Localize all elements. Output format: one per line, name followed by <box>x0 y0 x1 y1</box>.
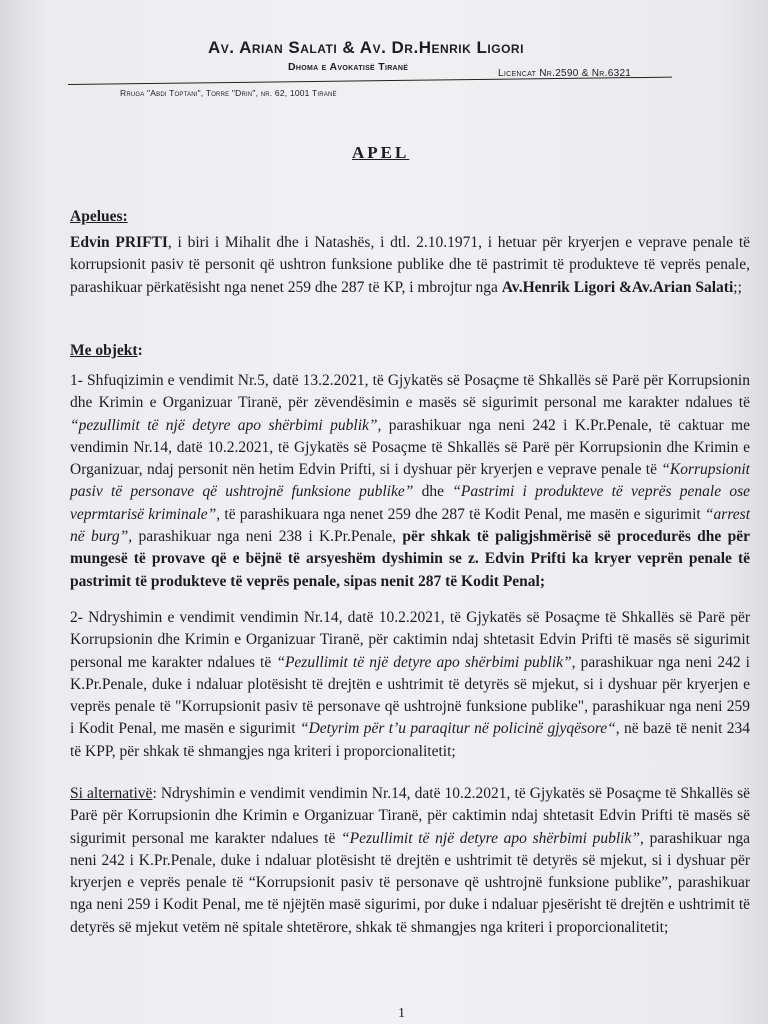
item2-quote: “Detyrim për t’u paraqitur në policinë gjyqësore“ <box>299 720 616 738</box>
object-heading-colon: : <box>137 342 143 359</box>
object-heading <box>70 342 143 360</box>
alternative-label: Si alternativë <box>70 785 153 802</box>
request-item-2 <box>70 607 750 763</box>
item2-text: , në bazë të nenit 234 të KPP, për shkak të shmangjes nga kriteri i proporcionalitetit; <box>70 720 750 760</box>
page-number: 1 <box>398 1006 405 1021</box>
item1-quote: “Pastrimi i produkteve të veprës penale ose veprmtarisë kriminale” <box>70 483 750 523</box>
item2-quote: “Pezullimit të një detyre apo shërbimi publik” <box>276 653 572 671</box>
item3-quote: “Pezullimit të një detyre apo shërbimi publik” <box>341 829 640 847</box>
item1-quote: “pezullimit të një detyre apo shërbimi publik” <box>70 416 378 434</box>
appellant-lawyers: Av.Henrik Ligori &Av.Arian Salati <box>501 278 734 296</box>
request-item-1 <box>70 370 750 593</box>
letterhead-address: Rruga "Abdi Toptani", Torre "Drin", nr. 62, 1001 Tiranë <box>120 88 337 98</box>
item1-bold-reason: për shkak të paligjshmërisë së procedurës dhe për mungesë të provave që e bëjnë të arsyeshëm dyshimin se z. Edvin Prifti ka kryer veprën penale të pastrimit të produkteve të veprës penale, sipas nenit 287 të Kodit Penal; <box>70 528 750 590</box>
letterhead-lawyer-names: Av. Arian Salati & Av. Dr.Henrik Ligori <box>208 38 524 57</box>
request-item-alternative <box>70 783 750 939</box>
item1-text: 1- Shfuqizimin e vendimit Nr.5, datë 13.2.2021, të Gjykatës së Posaçme të Shkallës së Parë për Korrupsionin dhe Krimin e Organizuar Tiranë, për zëvendësimin e masës së sigurimit personal me karakter ndalues të <box>70 372 750 412</box>
appellant-text-end: ;; <box>733 278 742 296</box>
item3-text: : Ndryshimin e vendimit vendimin Nr.14, datë 10.2.2021, të Gjykatës së Posaçme të Shkallës së Parë për Korrupsionin dhe Krimin e Organizuar Tiranë, për caktimin ndaj shtetasit Edvin Prifti të masës së sigurimit personal me karakter ndalues të <box>70 785 750 847</box>
document-title: APEL <box>352 143 410 162</box>
item1-quote: “Korrupsionit pasiv të personave që ushtrojnë funksione publike” <box>70 461 750 501</box>
appellant-text: , i biri i Mihalit dhe i Natashës, i dtl. 2.10.1971, i hetuar për kryerjen e veprave penale të korrupsionit pasiv të personit që ushtron funksione publike dhe të pastrimit të produkteve të veprës penale, parashikuar përkatësisht nga nenet 259 dhe 287 të KP, i mbrojtur nga <box>70 234 751 296</box>
letterhead-chamber: Dhoma e Avokatisë Tiranë <box>288 61 409 73</box>
appellant-paragraph <box>70 232 750 299</box>
item1-text: , parashikuar nga neni 242 i K.Pr.Penale, të caktuar me vendimin Nr.14, datë 10.2.2021, të Gjykatës së Posaçme të Shkallës së Parë për Korrupsionin dhe Krimin e Organizuar, ndaj personit nën hetim Edvin Prifti, si i dyshuar për kryerjen e veprave penale të <box>70 416 750 479</box>
item1-text: , parashikuar nga neni 238 i K.Pr.Penale, <box>128 528 403 546</box>
item1-text: , të parashikuara nga nenet 259 dhe 287 të Kodit Penal, me masën e sigurimit <box>216 505 705 523</box>
item3-text: , parashikuar nga neni 242 i K.Pr.Penale, duke i ndaluar plotësisht të drejtën e ushtrimit të detyrës së mjekut, si i dyshuar për kryerjen e veprës penale të “Korrupsionit pasiv të personave që ushtrojnë funksione publike”, parashikuar nga neni 259 i Kodit Penal, me të njëjtën masë sigurimi, por duke i ndaluar pjesërisht të drejtën e ushtrimit të detyrës së mjekut vetëm në spitale shtetërore, shkak të shmangjes nga kriteri i proporcionalitetit; <box>70 829 750 936</box>
appellant-heading: Apelues: <box>70 208 128 225</box>
item1-quote: “arrest në burg” <box>70 505 750 546</box>
appellant-name: Edvin PRIFTI <box>70 234 168 251</box>
object-heading-label: Me objekt <box>70 342 138 359</box>
letterhead-license-numbers: Licencat Nr.2590 & Nr.6321 <box>498 68 632 79</box>
letterhead-divider <box>68 77 672 85</box>
item2-text: , parashikuar nga neni 242 i K.Pr.Penale, duke i ndaluar plotësisht të drejtën e ushtrimit të detyrës së mjekut, si i dyshuar për kryerjen e veprës penale të "Korrupsionit pasiv të personave që ushtrojnë funksione publike", parashikuar nga neni 259 i Kodit Penal, me masën e sigurimit <box>70 653 750 738</box>
item1-text: dhe <box>413 483 453 501</box>
item2-text: 2- Ndryshimin e vendimit vendimin Nr.14, datë 10.2.2021, të Gjykatës së Posaçme të Shkallës së Parë për Korrupsionin dhe Krimin e Organizuar Tiranë, për caktimin ndaj shtetasit Edvin Prifti të masës së sigurimit personal me karakter ndalues të <box>70 609 750 671</box>
